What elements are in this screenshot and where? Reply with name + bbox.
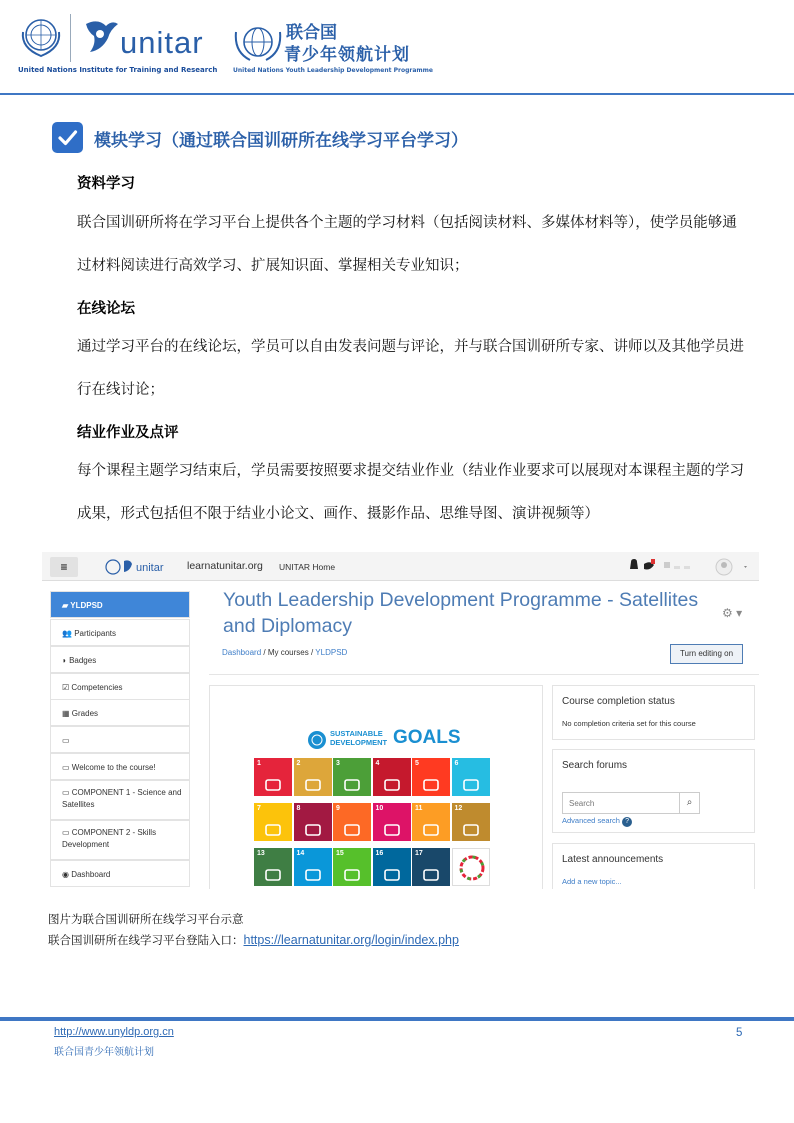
gear-icon[interactable]: ⚙ ▾ [722, 606, 743, 620]
un-institute-label: United Nations Institute for Training and Research [18, 66, 218, 74]
folder-icon: ▭ [62, 736, 70, 745]
section-title: 模块学习（通过联合国训研所在线学习平台学习） [94, 131, 468, 151]
completion-status-block [552, 685, 755, 740]
breadcrumb-separator: / [310, 648, 314, 657]
sidebar-item-competencies[interactable]: ☑ Competencies [50, 673, 190, 700]
sdg-tile [452, 848, 490, 886]
yldp-cn-line2: 青少年领航计划 [284, 45, 410, 65]
subheading-forum: 在线论坛 [77, 301, 135, 317]
search-forums-title: Search forums [562, 760, 628, 771]
sdg-tile-grid [254, 758, 489, 889]
sdg-tile: 9 [333, 803, 371, 841]
sdg-tile: 11 [412, 803, 450, 841]
menu-toggle-button[interactable]: ≡ [50, 557, 78, 577]
page-number: 5 [736, 1027, 743, 1039]
login-entry-label: 联合国训研所在线学习平台登陆入口： [48, 933, 244, 947]
sdg-line1: SUSTAINABLE [330, 729, 383, 738]
sidebar-item-section[interactable] [50, 726, 190, 753]
completion-title: Course completion status [562, 696, 675, 707]
paragraph-assignment: 每个课程主题学习结束后，学员需要按照要求提交结业作业（结业作业要求可以展现对本课程主题的学习成果，形式包括但不限于结业小论文、画作、摄影作品、思维导图、演讲视频等） [77, 463, 744, 522]
sdg-tile: 4 [373, 758, 411, 796]
announcements-block [552, 843, 755, 889]
sdg-tile: 2 [294, 758, 332, 796]
sdg-tile: 6 [452, 758, 490, 796]
course-title: Youth Leadership Development Programme - Satellites and Diplomacy [223, 589, 699, 637]
sidebar-item-dashboard[interactable]: ◉ Dashboard [50, 860, 190, 887]
un-emblem-icon [307, 730, 327, 750]
breadcrumb [222, 648, 347, 657]
sdg-goals-word: GOALS [393, 727, 461, 748]
sdg-line2: DEVELOPMENT [330, 738, 388, 747]
footer-url-link[interactable]: http://www.unyldp.org.cn [54, 1026, 174, 1038]
sdg-tile: 3 [333, 758, 371, 796]
sidebar-item-component1[interactable]: ▭ COMPONENT 1 - Science and Satellites [50, 780, 190, 820]
paragraph-materials: 联合国训研所将在学习平台上提供各个主题的学习材料（包括阅读材料、多媒体材料等），使学员能够通过材料阅读进行高效学习、扩展知识面、掌握相关专业知识； [77, 215, 737, 274]
logo-divider [70, 14, 71, 62]
yldp-en-label: United Nations Youth Leadership Development Programme [233, 67, 433, 74]
sidebar-item-badges[interactable]: ◗ Badges [50, 646, 190, 673]
folder-icon: ▭ [62, 828, 72, 837]
announcements-title: Latest announcements [562, 854, 664, 865]
subheading-materials: 资料学习 [77, 176, 135, 192]
advanced-search-link[interactable]: Advanced search ? [562, 816, 632, 827]
turn-editing-button[interactable]: Turn editing on [670, 644, 743, 664]
users-icon: 👥 [62, 629, 75, 638]
sdg-tile: 15 [333, 848, 371, 886]
yldp-globe-icon [232, 22, 284, 62]
sdg-tile: 12 [452, 803, 490, 841]
search-icon[interactable]: ⌕ [679, 792, 700, 814]
sidebar-item-component2[interactable]: ▭ COMPONENT 2 - Skills Development [50, 820, 190, 860]
checkbox-icon: ☑ [62, 683, 72, 692]
sdg-tile: 16 [373, 848, 411, 886]
forum-search-input[interactable]: Search [562, 792, 680, 814]
platform-screenshot [42, 552, 759, 889]
sidebar-item-grades[interactable]: ▦ Grades [50, 699, 190, 726]
subheading-assignment: 结业作业及点评 [77, 425, 179, 441]
unitar-bird-icon [78, 16, 124, 58]
breadcrumb-separator: / [263, 648, 266, 657]
header-rule [0, 93, 794, 95]
sdg-tile: 5 [412, 758, 450, 796]
breadcrumb-current[interactable]: YLDPSD [315, 648, 348, 657]
unitar-logo-icon[interactable] [104, 558, 174, 576]
sidebar-item-participants[interactable]: 👥 Participants [50, 619, 190, 646]
sdg-header [307, 727, 461, 752]
sdg-tile: 17 [412, 848, 450, 886]
shield-icon: ◗ [62, 656, 70, 665]
login-url-link[interactable]: https://learnatunitar.org/login/index.php [243, 933, 459, 947]
folder-icon: ▭ [62, 763, 72, 772]
help-icon[interactable]: ? [622, 817, 632, 827]
paragraph-forum: 通过学习平台的在线论坛，学员可以自由发表问题与评论，并与联合国训研所专家、讲师以及其他学员进行在线讨论； [77, 339, 744, 398]
add-topic-link[interactable]: Add a new topic... [562, 877, 622, 886]
sdg-tile: 10 [373, 803, 411, 841]
sdg-tile: 8 [294, 803, 332, 841]
login-entry-line [48, 932, 459, 948]
platform-navbar [42, 552, 759, 581]
breadcrumb-my-courses[interactable]: My courses [267, 648, 309, 657]
folder-icon: ▭ [62, 788, 72, 797]
sidebar-item-welcome[interactable]: ▭ Welcome to the course! [50, 753, 190, 780]
search-forums-block [552, 749, 755, 833]
sdg-tile: 1 [254, 758, 292, 796]
checkmark-icon [52, 122, 83, 153]
completion-text: No completion criteria set for this course [562, 719, 696, 728]
svg-text:unitar: unitar [136, 562, 164, 574]
yldp-cn-line1: 联合国 [286, 23, 337, 43]
page-header [0, 0, 794, 95]
un-emblem-icon [18, 14, 64, 60]
unitar-home-link[interactable]: UNITAR Home [279, 562, 336, 572]
sidebar-item-yldpsd[interactable]: ▰ YLDPSD [50, 591, 190, 618]
table-icon: ▦ [62, 709, 72, 718]
sdg-tile: 7 [254, 803, 292, 841]
dashboard-icon: ◉ [62, 870, 72, 879]
breadcrumb-dashboard[interactable]: Dashboard [222, 648, 262, 657]
course-sidebar [50, 591, 190, 889]
footer-rule [0, 1017, 794, 1021]
sdg-tile: 13 [254, 848, 292, 886]
unitar-wordmark: unitar [120, 25, 204, 60]
graduation-cap-icon: ▰ [62, 601, 71, 610]
course-summary-block [209, 685, 543, 889]
image-caption: 图片为联合国训研所在线学习平台示意 [48, 912, 244, 926]
site-name-link[interactable]: learnatunitar.org [187, 560, 263, 572]
footer-org-name: 联合国青少年领航计划 [54, 1047, 154, 1058]
user-menu-icons[interactable] [628, 558, 753, 576]
content-divider [209, 674, 759, 675]
sdg-tile: 14 [294, 848, 332, 886]
